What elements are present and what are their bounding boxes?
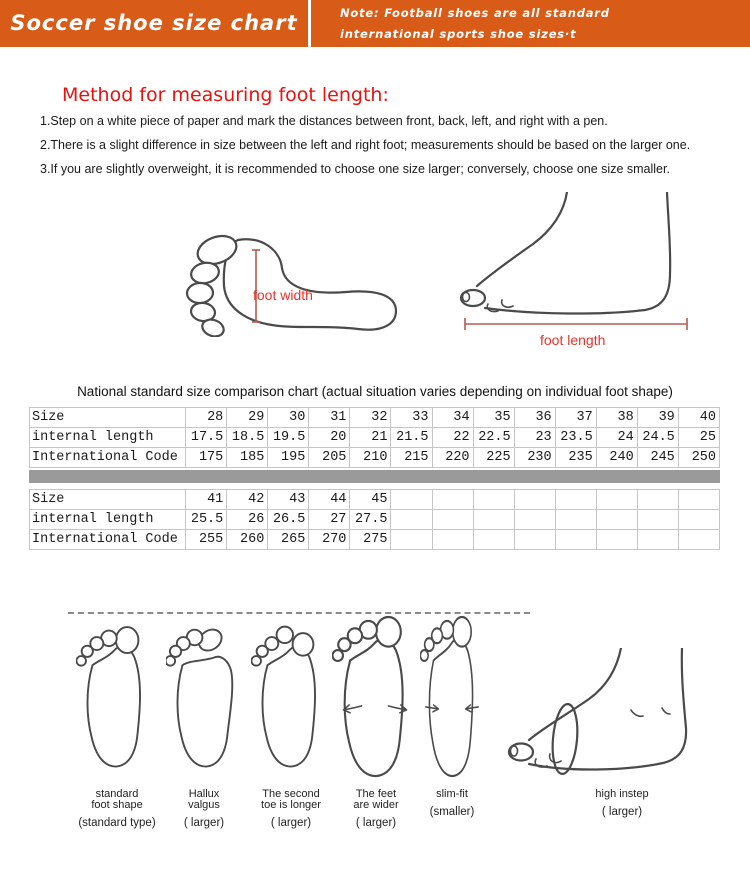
table-cell: 42 [227, 490, 268, 510]
foot-side-length-diagram-icon [455, 192, 695, 332]
row-label: International Code [30, 530, 186, 550]
header-banner [0, 0, 750, 47]
table-cell [596, 490, 637, 510]
table-cell [678, 510, 719, 530]
table-cell: 23.5 [555, 428, 596, 448]
header-divider [308, 0, 311, 47]
table-cell: 18.5 [227, 428, 268, 448]
table-cell [473, 510, 514, 530]
foot-type-name: The second [262, 788, 320, 800]
table-cell [473, 490, 514, 510]
table-cell [391, 530, 432, 550]
row-label: internal length [30, 510, 186, 530]
foot-type-name: Hallux [188, 788, 220, 800]
table-cell [514, 490, 555, 510]
table-cell [514, 510, 555, 530]
table-cell: 225 [473, 448, 514, 468]
foot-type-note: (standard type) [78, 817, 156, 829]
foot-type-name: are wider [353, 799, 399, 811]
table-cell [432, 490, 473, 510]
footprint-width-diagram-icon [168, 232, 403, 337]
table-cell: 45 [350, 490, 391, 510]
foot-type-note: ( larger) [355, 817, 397, 829]
foot-type-label-high-instep [567, 789, 677, 818]
table-cell: 17.5 [186, 428, 227, 448]
table-cell: 22.5 [473, 428, 514, 448]
foot-type-note: (smaller) [429, 806, 475, 818]
foot-type-label-slim-fit [397, 789, 507, 818]
foot-width-label: foot width [253, 287, 313, 303]
table-cell: 43 [268, 490, 309, 510]
long-second-toe-foot-icon [251, 615, 329, 783]
table-cell [596, 530, 637, 550]
table-cell [637, 530, 678, 550]
table-cell: 215 [391, 448, 432, 468]
table-cell: 33 [391, 408, 432, 428]
table-cell: 29 [227, 408, 268, 428]
table-cell: 19.5 [268, 428, 309, 448]
table-cell [596, 510, 637, 530]
table-cell [432, 530, 473, 550]
table-cell [555, 530, 596, 550]
table-cell [514, 530, 555, 550]
table-cell: 255 [186, 530, 227, 550]
table-cell: 205 [309, 448, 350, 468]
table-cell: 25 [678, 428, 719, 448]
header-note-line2: international sports shoe sizes·t [340, 27, 577, 41]
table-cell: 25.5 [186, 510, 227, 530]
table-row [30, 490, 720, 510]
table-cell: 195 [268, 448, 309, 468]
table-cell: 275 [350, 530, 391, 550]
table-row [30, 530, 720, 550]
table-cell [637, 490, 678, 510]
foot-type-name: foot shape [91, 799, 143, 811]
foot-type-name: valgus [188, 799, 220, 811]
foot-type-note: ( larger) [270, 817, 312, 829]
table-cell: 22 [432, 428, 473, 448]
header-note [340, 3, 610, 45]
table-separator-bar [29, 470, 720, 483]
table-cell [391, 490, 432, 510]
size-table-2 [29, 489, 720, 550]
table-cell: 21.5 [391, 428, 432, 448]
slim-foot-icon [420, 615, 484, 783]
method-steps [40, 109, 690, 181]
table-cell: 36 [514, 408, 555, 428]
table-cell: 24.5 [637, 428, 678, 448]
table-cell: 32 [350, 408, 391, 428]
table-cell: 40 [678, 408, 719, 428]
table-cell [391, 510, 432, 530]
table-cell: 27.5 [350, 510, 391, 530]
size-chart-title: National standard size comparison chart (actual situation varies depending on individual foot shape) [77, 384, 673, 399]
table-cell: 175 [186, 448, 227, 468]
table-cell: 31 [309, 408, 350, 428]
method-step-3: 3.If you are slightly overweight, it is recommended to choose one size larger; conversely, choose one size smaller. [40, 162, 670, 176]
table-cell [637, 510, 678, 530]
foot-type-name: toe is longer [261, 799, 321, 811]
page-title: Soccer shoe size chart [10, 11, 298, 35]
row-label: Size [30, 408, 186, 428]
table-row [30, 448, 720, 468]
row-label: International Code [30, 448, 186, 468]
table-cell: 20 [309, 428, 350, 448]
table-cell: 265 [268, 530, 309, 550]
table-cell: 27 [309, 510, 350, 530]
table-cell: 24 [596, 428, 637, 448]
table-cell: 270 [309, 530, 350, 550]
standard-foot-icon [76, 615, 154, 783]
table-cell: 21 [350, 428, 391, 448]
table-cell: 44 [309, 490, 350, 510]
foot-length-label: foot length [540, 332, 606, 348]
method-title: Method for measuring foot length: [62, 84, 389, 106]
table-row [30, 408, 720, 428]
length-measure-line [465, 318, 687, 330]
table-cell: 23 [514, 428, 555, 448]
table-row [30, 510, 720, 530]
row-label: Size [30, 490, 186, 510]
table-cell [555, 510, 596, 530]
toe-alignment-dashed-line [68, 612, 530, 614]
table-cell [555, 490, 596, 510]
foot-type-name: high instep [595, 788, 649, 800]
foot-type-note: ( larger) [601, 806, 643, 818]
method-step-2: 2.There is a slight difference in size between the left and right foot; measurements should be based on the larger one. [40, 138, 691, 152]
wide-foot-icon [332, 615, 418, 783]
table-cell [473, 530, 514, 550]
foot-type-name: The feet [355, 788, 397, 800]
foot-type-note: ( larger) [183, 817, 225, 829]
table-cell [678, 490, 719, 510]
table-cell: 38 [596, 408, 637, 428]
hallux-valgus-foot-icon [166, 615, 244, 783]
table-cell: 41 [186, 490, 227, 510]
table-row [30, 428, 720, 448]
table-cell: 30 [268, 408, 309, 428]
table-cell: 245 [637, 448, 678, 468]
high-instep-foot-icon [505, 648, 695, 784]
foot-type-name: slim-fit [436, 788, 468, 800]
table-cell: 185 [227, 448, 268, 468]
table-cell: 220 [432, 448, 473, 468]
table-cell: 26 [227, 510, 268, 530]
size-table-1 [29, 407, 720, 468]
table-cell: 34 [432, 408, 473, 428]
table-cell: 235 [555, 448, 596, 468]
table-cell: 240 [596, 448, 637, 468]
table-cell: 210 [350, 448, 391, 468]
header-note-line1: Note: Football shoes are all standard [340, 6, 610, 20]
foot-type-name: standard [95, 788, 139, 800]
table-cell: 26.5 [268, 510, 309, 530]
table-cell: 230 [514, 448, 555, 468]
table-cell: 35 [473, 408, 514, 428]
table-cell: 250 [678, 448, 719, 468]
table-cell [678, 530, 719, 550]
table-cell: 39 [637, 408, 678, 428]
table-cell: 28 [186, 408, 227, 428]
table-cell: 260 [227, 530, 268, 550]
method-step-1: 1.Step on a white piece of paper and mark the distances between front, back, left, and right with a pen. [40, 114, 608, 128]
table-cell [432, 510, 473, 530]
row-label: internal length [30, 428, 186, 448]
table-cell: 37 [555, 408, 596, 428]
